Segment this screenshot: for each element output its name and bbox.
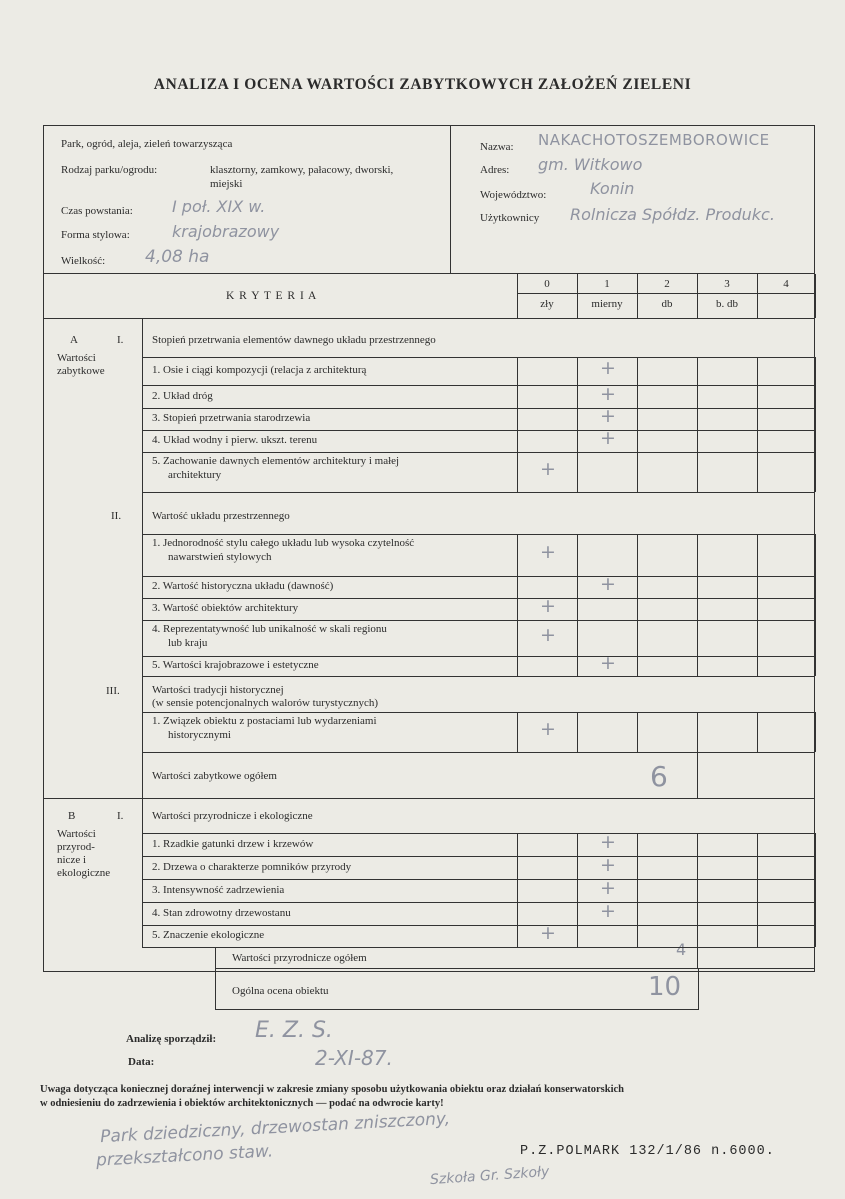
section-b-name-2: przyrod- [57,841,95,853]
rating-mark: + [600,830,616,853]
column-label: db [661,298,673,310]
table-cell-border [577,925,578,947]
table-cell-border [637,576,638,598]
criterion-label: 2. Drzewa o charakterze pomników przyrody [152,860,352,873]
table-cell-border [815,620,816,656]
table-cell-border [815,534,816,576]
criterion-label: 1. Rzadkie gatunki drzew i krzewów [152,837,314,850]
analize-signature: E. Z. S. [255,1018,333,1043]
wojewodztwo-label: Województwo: [480,189,547,201]
przyrodnicze-total-left [215,947,216,969]
table-cell-border [637,408,638,430]
footer-print: P.Z.POLMARK 132/1/86 n.6000. [520,1144,775,1159]
czas-value: I poł. XIX w. [172,197,266,216]
table-cell-border [517,576,518,598]
table-cell-border [815,452,816,492]
criterion-label: 3. Intensywność zadrzewienia [152,883,285,896]
table-cell-border [637,430,638,452]
table-cell-border [815,925,816,947]
section-column-line [142,318,143,798]
table-cell-border [757,620,758,656]
table-row-border [142,656,815,657]
table-cell-border [517,452,518,492]
table-cell-border [637,925,638,947]
table-cell-border [577,430,578,452]
rodzaj-options-2: miejski [210,178,243,190]
table-cell-border [815,385,816,408]
table-row-border [142,947,815,948]
criterion-label: 5. Znaczenie ekologiczne [152,929,265,941]
table-cell-border [815,833,816,856]
forma-value: krajobrazowy [172,222,280,241]
rating-mark: + [540,718,556,740]
table-cell-border [757,385,758,408]
table-cell-border [757,925,758,947]
section-a-letter: A [70,334,78,346]
table-cell-border [697,408,698,430]
table-cell-border [517,712,518,752]
rating-mark: + [600,382,616,405]
table-cell-border [577,833,578,856]
table-cell-border [697,712,698,752]
rating-mark: + [600,876,616,899]
wojewodztwo-value: Konin [590,179,635,198]
heading-tradycji-2: (w sensie potencjonalnych walorów turystycznych) [152,697,379,709]
criterion-label: 4. Reprezentatywność lub unikalność w skali regionu [152,623,387,635]
criterion-label: 4. Stan zdrowotny drzewostanu [152,906,291,919]
table-cell-border [757,902,758,925]
table-cell-border [637,357,638,385]
notice [40,1083,820,1111]
criterion-label: 3. Stopień przetrwania starodrzewia [152,412,311,424]
table-cell-border [637,620,638,656]
section-b-i: I. [117,810,124,822]
heading-zabytkowe-total: Wartości zabytkowe ogółem [152,770,277,782]
table-cell-border [517,620,518,656]
table-cell-border [517,385,518,408]
score-zabytkowe: 6 [650,760,668,793]
criterion-label-2: historycznymi [168,729,231,741]
table-cell-border [697,452,698,492]
table-cell-border [517,879,518,902]
heading-underline [142,534,815,535]
table-cell-border [517,902,518,925]
rating-mark: + [540,458,556,480]
table-cell-border [815,576,816,598]
heading-tradycji: Wartości tradycji historycznej [152,684,284,696]
table-row-border [142,856,815,857]
rodzaj-label: Rodzaj parku/ogrodu: [61,164,158,176]
rating-mark: + [600,899,616,922]
section-b-name-3: nicze i [57,854,87,866]
column-label: zły [540,298,554,310]
table-cell-border [757,452,758,492]
forma-label: Forma stylowa: [61,229,130,241]
wielkosc-value: 4,08 ha [145,247,210,267]
table-cell-border [757,576,758,598]
table-cell-border [697,430,698,452]
table-cell-border [815,408,816,430]
table-cell-border [517,656,518,676]
table-cell-border [697,833,698,856]
table-cell-border [637,534,638,576]
data-value: 2-XI-87. [315,1046,393,1070]
column-header-divider [517,293,815,294]
table-row-border [142,452,815,453]
criterion-label: 3. Wartość obiektów architektury [152,602,299,614]
section-b-name-4: ekologiczne [57,867,111,879]
table-cell-border [757,712,758,752]
table-cell-border [517,925,518,947]
table-cell-border [637,712,638,752]
section-b-letter: B [68,810,76,822]
criterion-label: 1. Jednorodność stylu całego układu lub wysoka czytelność [152,537,415,549]
rating-mark: + [540,595,556,617]
table-cell-border [697,856,698,879]
heading-underline [142,833,815,834]
criterion-label: 2. Wartość historyczna układu (dawność) [152,580,334,592]
table-cell-border [577,408,578,430]
table-cell-border [637,598,638,620]
table-row-border [142,385,815,386]
criterion-label-2: architektury [168,469,222,481]
table-cell-border [577,598,578,620]
handwritten-note-2: przekształcono staw. [95,1141,274,1171]
heading-stopien: Stopień przetrwania elementów dawnego układu przestrzennego [152,334,436,346]
table-cell-border [517,408,518,430]
column-number: 4 [783,278,789,290]
section-a-iii: III. [106,685,120,697]
table-cell-border [757,357,758,385]
table-cell-border [637,385,638,408]
uzytkownicy-value: Rolnicza Spółdz. Produkc. [570,205,775,224]
score-ogolna: 10 [648,972,682,1002]
uzytkownicy-label: Użytkownicy [480,212,540,224]
table-row-border [142,408,815,409]
park-label: Park, ogród, aleja, zieleń towarzysząca [61,138,233,150]
table-cell-border [577,357,578,385]
table-cell-border [577,879,578,902]
rating-mark: + [540,541,556,563]
table-cell-border [697,534,698,576]
table-cell-border [757,656,758,676]
table-cell-border [637,833,638,856]
heading-przyrodnicze-total: Wartości przyrodnicze ogółem [232,952,367,964]
ogolna-ocena-box [215,968,699,1010]
table-row-border [142,902,815,903]
rodzaj-options: klasztorny, zamkowy, pałacowy, dworski, [210,164,394,176]
heading-przyrodnicze: Wartości przyrodnicze i ekologiczne [152,810,313,822]
table-cell-border [517,833,518,856]
section-divider-a-b [44,798,815,799]
rating-mark: + [600,405,616,427]
table-cell-border [697,385,698,408]
table-cell-border [577,534,578,576]
rating-mark: + [600,427,616,449]
rating-mark: + [600,652,616,674]
criterion-label: 1. Osie i ciągi kompozycji (relacja z architekturą [152,364,367,376]
table-cell-border [697,620,698,656]
heading-wartosc-ukladu: Wartość układu przestrzennego [152,510,290,522]
table-cell-border [757,833,758,856]
table-row-border [142,576,815,577]
data-label: Data: [128,1056,155,1068]
adres-value: gm. Witkowo [538,155,643,174]
table-cell-border [697,902,698,925]
heading-ogolna: Ogólna ocena obiektu [232,985,329,997]
table-cell-border [577,902,578,925]
rating-mark: + [540,922,556,944]
kryteria-bottom-line [44,318,815,319]
kryteria-label: K R Y T E R I A [226,290,318,302]
table-cell-border [637,452,638,492]
table-row-border [142,620,815,621]
analize-label: Analizę sporządził: [126,1033,217,1045]
table-cell-border [757,856,758,879]
section-a-name: Wartości [57,352,96,364]
table-cell-border [757,534,758,576]
table-cell-border [517,357,518,385]
table-row-border [142,879,815,880]
table-cell-border [637,902,638,925]
table-cell-border [697,879,698,902]
table-row-border [142,752,815,753]
rating-mark: + [600,853,616,876]
table-row-border [142,925,815,926]
wielkosc-label: Wielkość: [61,255,106,267]
criterion-label: 1. Związek obiektu z postaciami lub wydarzeniami [152,715,377,727]
table-cell-border [815,902,816,925]
handwritten-note-3: Szkoła Gr. Szkoły [429,1163,550,1189]
przyrodnicze-total-line [215,968,815,969]
column-label: mierny [591,298,623,310]
czas-label: Czas powstania: [61,205,133,217]
criterion-label-2: nawarstwień stylowych [168,551,272,563]
section-b-name-1: Wartości [57,828,96,840]
table-cell-border [697,598,698,620]
table-cell-border [815,430,816,452]
table-cell-border [577,656,578,676]
table-cell-border [577,620,578,656]
table-cell-border [517,534,518,576]
column-number: 3 [724,278,730,290]
table-cell-border [757,598,758,620]
table-cell-border [815,856,816,879]
table-cell-border [577,576,578,598]
table-cell-border [637,856,638,879]
section-a-ii: II. [111,510,122,522]
heading-underline [142,712,815,713]
rating-mark: + [600,573,616,595]
table-cell-border [517,856,518,879]
table-cell-border [577,452,578,492]
table-cell-border [757,430,758,452]
criterion-label-2: lub kraju [168,637,208,649]
table-cell-border [577,712,578,752]
table-cell-border [757,408,758,430]
table-cell-border [757,879,758,902]
table-cell-border [697,576,698,598]
column-number: 1 [604,278,610,290]
adres-label: Adres: [480,164,510,176]
table-cell-border [577,856,578,879]
criterion-label: 5. Zachowanie dawnych elementów architektury i małej [152,455,400,467]
rating-mark: + [540,624,556,646]
table-cell-border [815,712,816,752]
table-cell-border [577,385,578,408]
column-number: 2 [664,278,670,290]
score-przyrodnicze: 4 [676,940,687,959]
column-number: 0 [544,278,550,290]
criterion-label: 4. Układ wodny i pierw. ukszt. terenu [152,434,318,446]
table-cell-border [697,925,698,947]
table-cell-border [697,357,698,385]
criterion-label: 2. Układ dróg [152,389,213,402]
notice-line-1: Uwaga dotycząca koniecznej doraźnej interwencji w zakresie zmiany sposobu użytkowania obiektu oraz działań konserwatorskich [40,1084,624,1095]
page-title: ANALIZA I OCENA WARTOŚCI ZABYTKOWYCH ZAŁOŻEŃ ZIELENI [153,76,692,93]
handwritten-note-1: Park dziedziczny, drzewostan zniszczony, [99,1108,451,1148]
table-row-border [142,430,815,431]
table-cell-border [815,357,816,385]
table-cell-border [815,656,816,676]
section-a-i: I. [117,334,124,346]
column-label: b. db [716,298,738,310]
section-a-name-2: zabytkowe [57,365,105,377]
table-cell-border [517,430,518,452]
criterion-label: 5. Wartości krajobrazowe i estetyczne [152,659,319,671]
table-cell-border [517,598,518,620]
table-row-border [142,676,815,677]
zabytkowe-total-line [697,752,698,798]
table-row-border [142,598,815,599]
table-cell-border [697,656,698,676]
rating-mark: + [600,357,616,379]
table-cell-border [637,656,638,676]
notice-line-2: w odniesieniu do zadrzewienia i obiektów architektonicznych — podać na odwrocie karty! [40,1098,444,1109]
heading-underline [142,357,815,358]
table-cell-border [815,879,816,902]
table-cell-border [815,598,816,620]
nazwa-label: Nazwa: [480,141,514,153]
table-row-border [142,492,815,493]
nazwa-value: NAKACHOTOSZEMBOROWICE [538,131,770,149]
przyrodnicze-total-col [697,947,698,969]
table-cell-border [637,879,638,902]
